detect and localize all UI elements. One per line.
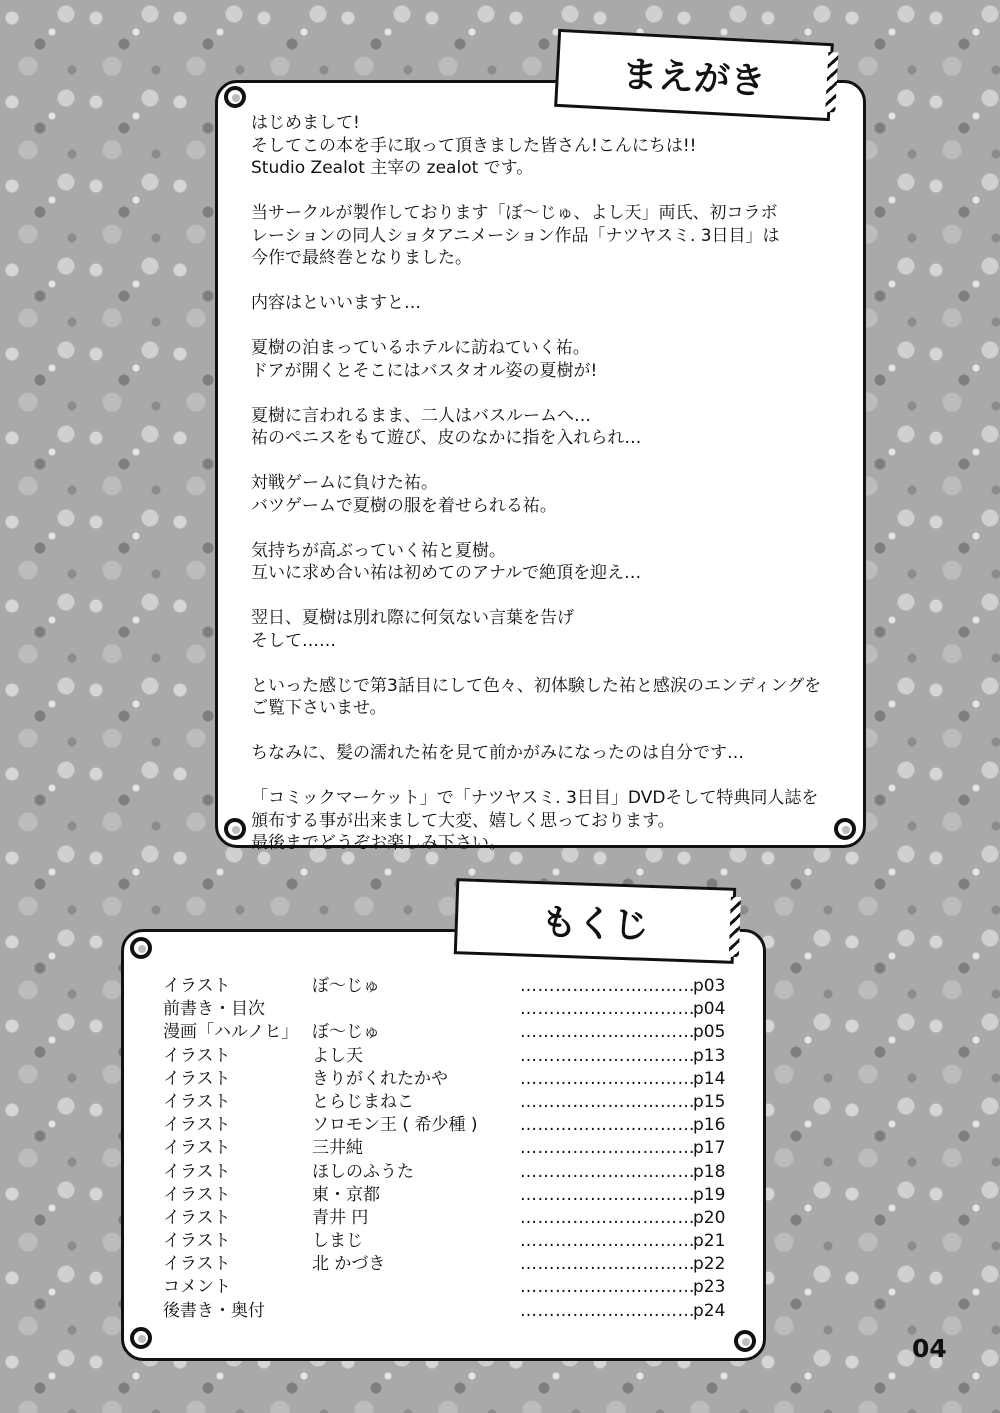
ring-decoration: [734, 1330, 756, 1352]
toc-leader-dots: …………………………: [520, 1045, 695, 1066]
intro-paragraph: 当サークルが製作しております「ぼ〜じゅ、よし天」両氏、初コラボ レーションの同人ショタアニメーション作品「ナツヤスミ. 3日目」は 今作で最終巻となりました。: [251, 203, 780, 268]
toc-row: [163, 1114, 733, 1137]
toc-leader-dots: …………………………: [520, 1207, 695, 1228]
toc-row: [163, 1021, 733, 1044]
toc-row: [163, 998, 733, 1021]
intro-paragraph: 夏樹の泊まっているホテルに訪ねていく祐。 ドアが開くとそこにはバスタオル姿の夏樹が!: [251, 338, 598, 381]
toc-row: [163, 1300, 733, 1323]
toc-item-author: 北 かづき: [312, 1254, 386, 1275]
intro-paragraph: 対戦ゲームに負けた祐。 バツゲームで夏樹の服を着せられる祐。: [251, 473, 557, 516]
toc-item-author: ソロモン王 ( 希少種 ): [312, 1115, 478, 1136]
toc-item-title: 前書き・目次: [163, 999, 265, 1020]
toc-item-title: イラスト: [163, 1091, 231, 1112]
toc-item-title: イラスト: [163, 1184, 231, 1205]
intro-paragraph: 翌日、夏樹は別れ際に何気ない言葉を告げ そして……: [251, 608, 574, 651]
intro-paragraph: 内容はといいますと…: [251, 293, 421, 313]
toc-item-author: きりがくれたかや: [312, 1068, 448, 1089]
toc-item-title: イラスト: [163, 976, 231, 996]
toc-item-title: イラスト: [163, 1254, 231, 1275]
toc-item-title: イラスト: [163, 1045, 231, 1066]
toc-item-page: p17: [693, 1138, 726, 1159]
toc-item-page: p22: [693, 1254, 726, 1275]
toc-item-page: p15: [693, 1091, 726, 1112]
toc-item-author: 青井 円: [312, 1207, 369, 1228]
toc-item-page: p13: [693, 1045, 726, 1066]
toc-leader-dots: …………………………: [520, 1254, 695, 1275]
toc-row: [163, 1161, 733, 1184]
toc-row: [163, 1045, 733, 1068]
toc-leader-dots: …………………………: [520, 1022, 695, 1043]
toc-row: [163, 1184, 733, 1207]
ring-decoration: [130, 1327, 152, 1349]
toc-item-title: イラスト: [163, 1115, 231, 1136]
toc-row: [163, 1207, 733, 1230]
toc-item-page: p21: [693, 1231, 726, 1252]
toc-item-author: しまじ: [312, 1231, 363, 1252]
toc-item-author: ぼ〜じゅ: [312, 976, 380, 996]
ring-decoration: [224, 86, 246, 108]
toc-leader-dots: …………………………: [520, 1231, 695, 1252]
toc-item-title: イラスト: [163, 1161, 231, 1182]
toc-item-page: p03: [693, 976, 726, 996]
toc-item-page: p19: [693, 1184, 726, 1205]
intro-heading: まえがき: [554, 29, 834, 121]
toc-leader-dots: …………………………: [520, 1091, 695, 1112]
toc-row: [163, 1091, 733, 1114]
toc-leader-dots: …………………………: [520, 1068, 695, 1089]
toc-heading: もくじ: [454, 878, 736, 964]
page-number: 04: [912, 1334, 947, 1363]
intro-paragraph: 気持ちが高ぶっていく祐と夏樹。 互いに求め合い祐は初めてのアナルで絶頂を迎え…: [251, 540, 642, 583]
toc-item-page: p14: [693, 1068, 726, 1089]
toc-row: [163, 1253, 733, 1276]
toc-row: [163, 1137, 733, 1160]
toc-item-author: ぼ〜じゅ: [312, 1022, 380, 1043]
intro-paragraph: はじめまして! そしてこの本を手に取って頂きました皆さん!こんにちは!! Studio Zealot 主宰の zealot です。: [251, 113, 697, 178]
toc-item-page: p24: [693, 1300, 726, 1321]
toc-leader-dots: …………………………: [520, 1300, 695, 1321]
toc-item-author: とらじまねこ: [312, 1091, 414, 1112]
ring-decoration: [224, 818, 246, 840]
toc-leader-dots: …………………………: [520, 1184, 695, 1205]
ring-decoration: [130, 937, 152, 959]
intro-paragraph: 「コミックマーケット」で「ナツヤスミ. 3日目」DVDそして特典同人誌を 頒布する事が出来まして大変、嬉しく思っております。 最後までどうぞお楽しみ下さい。: [251, 788, 819, 853]
toc-item-title: イラスト: [163, 1207, 231, 1228]
toc-leader-dots: …………………………: [520, 1161, 695, 1182]
toc-row: [163, 975, 733, 998]
toc-item-title: イラスト: [163, 1068, 231, 1089]
toc-item-author: ほしのふうた: [312, 1161, 414, 1182]
toc-leader-dots: …………………………: [520, 1115, 695, 1136]
intro-paragraph: といった感じで第3話目にして色々、初体験した祐と感涙のエンディングを ご覧下さいませ。: [251, 675, 822, 718]
toc-item-title: 後書き・奥付: [163, 1300, 265, 1321]
toc-row: [163, 1276, 733, 1299]
toc-leader-dots: …………………………: [520, 1277, 695, 1298]
toc-leader-dots: …………………………: [520, 999, 695, 1020]
toc-item-title: イラスト: [163, 1138, 231, 1159]
toc-item-author: よし天: [312, 1045, 363, 1066]
toc-item-title: コメント: [163, 1277, 231, 1298]
toc-item-title: 漫画「ハルノヒ」: [163, 1022, 299, 1043]
toc-item-page: p05: [693, 1022, 726, 1043]
intro-body: [251, 112, 851, 877]
toc-list: [163, 975, 733, 1323]
toc-row: [163, 1230, 733, 1253]
toc-row: [163, 1068, 733, 1091]
toc-item-page: p16: [693, 1115, 726, 1136]
toc-item-page: p23: [693, 1277, 726, 1298]
toc-leader-dots: …………………………: [520, 976, 695, 996]
intro-paragraph: 夏樹に言われるまま、二人はバスルームへ… 祐のペニスをもて遊び、皮のなかに指を入れられ…: [251, 405, 642, 448]
toc-item-author: 三井純: [312, 1138, 363, 1159]
toc-item-page: p20: [693, 1207, 726, 1228]
toc-item-page: p04: [693, 999, 726, 1020]
toc-leader-dots: …………………………: [520, 1138, 695, 1159]
toc-item-page: p18: [693, 1161, 726, 1182]
intro-paragraph: ちなみに、髪の濡れた祐を見て前かがみになったのは自分です…: [251, 743, 744, 763]
toc-item-title: イラスト: [163, 1231, 231, 1252]
toc-item-author: 東・京都: [312, 1184, 380, 1205]
